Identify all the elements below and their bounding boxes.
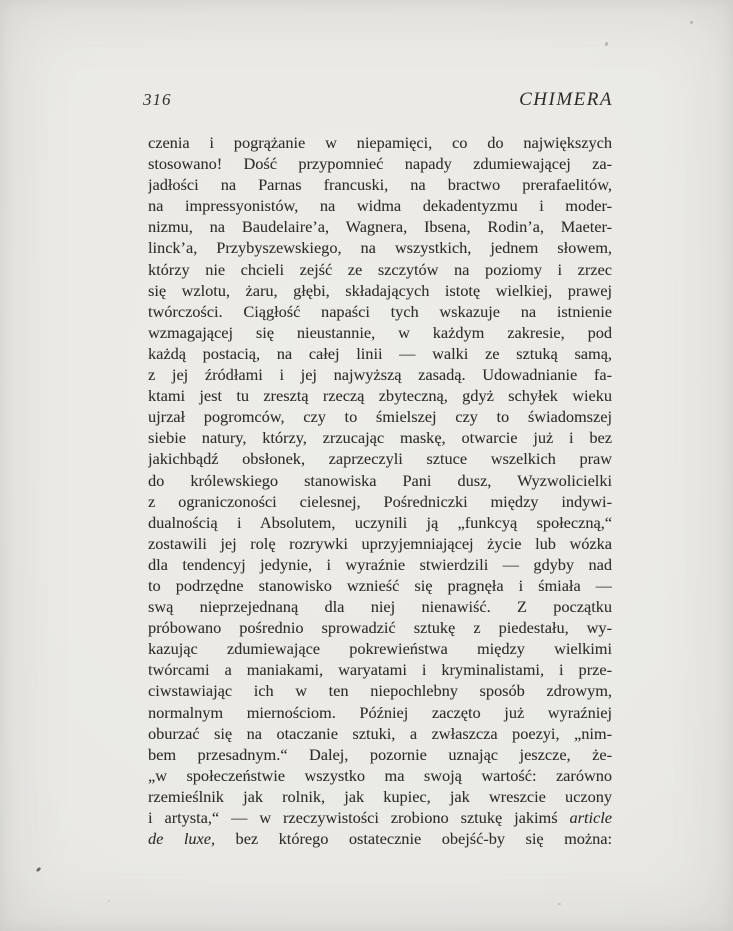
- text-line: dualnością i Absolutem, uczynili ją „funkcyą społeczną,“: [148, 512, 612, 532]
- text-line: swą nieprzejednaną dla niej nienawiść. Z początku: [148, 597, 612, 617]
- text-line: i artysta,“ — w rzeczywistości zrobiono sztukę jakimś article: [148, 808, 612, 827]
- text-line: de luxe, bez którego ostatecznie obejść-by się można:: [148, 829, 612, 849]
- text-line: twórcami a maniakami, waryatami i kryminalistami, i prze-: [148, 660, 612, 680]
- text-line: siebie natury, którzy, zrzucając maskę, otwarcie już i bez: [148, 428, 612, 448]
- text-line: jadłości na Parnas francuski, na bractwo prerafaelitów,: [148, 175, 612, 195]
- scan-speck: [558, 903, 561, 905]
- text-line: twórczości. Ciągłość napaści tych wskazuje na istnienie: [148, 301, 612, 321]
- text-line: do królewskiego stanowiska Pani dusz, Wyzwolicielki: [148, 470, 612, 490]
- text-line: zostawili jej rolę rozrywki uprzyjemniającej życie lub wózka: [148, 533, 612, 553]
- text-line: ciwstawiając ich w ten niepochlebny sposób zdrowym,: [148, 681, 612, 701]
- text-line: każdą postacią, na całej linii — walki ze sztuką samą,: [148, 343, 612, 363]
- text-line: to podrzędne stanowisko wznieść się pragnęła i śmiała —: [148, 575, 612, 595]
- text-line: bem przesadnym.“ Dalej, pozornie uznając jeszcze, że-: [148, 744, 612, 764]
- scan-speck: [36, 867, 42, 872]
- text-line: dla tendencyj jedynie, i wyraźnie stwierdzili — gdyby nad: [148, 554, 612, 574]
- scan-speck: [108, 900, 110, 902]
- text-line: ujrzał pogromców, czy to śmielszej czy to świadomszej: [148, 407, 612, 427]
- text-line: normalnym miernościom. Później zaczęto już wyraźniej: [148, 702, 612, 722]
- text-line: się wzlotu, żaru, głębi, składających istotę wielkiej, prawej: [148, 280, 612, 300]
- text-line: z jej źródłami i jej najwyższą zasadą. Udowadnianie fa-: [148, 365, 612, 385]
- text-line: linck’a, Przybyszewskiego, na wszystkich, jednem słowem,: [148, 238, 612, 258]
- text-line: wzmagającej się nieustannie, w każdym zakresie, pod: [148, 322, 612, 342]
- scan-speck: [690, 21, 693, 24]
- text-line: którzy nie chcieli zejść ze szczytów na poziomy i zrzec: [148, 259, 612, 279]
- page-number: 316: [143, 90, 172, 109]
- text-line: czenia i pogrążanie w niepamięci, co do największych: [148, 133, 612, 152]
- text-line: jakichbądź obsłonek, zaprzeczyli sztuce wszelkich praw: [148, 449, 612, 469]
- running-header: [143, 89, 613, 111]
- text-line: stosowano! Dość przypomnieć napady zdumiewającej za-: [148, 154, 612, 174]
- journal-title: CHIMERA: [519, 89, 613, 110]
- text-line: próbowano pośrednio sprowadzić sztukę z piedestału, wy-: [148, 618, 612, 638]
- text-line: ktami jest tu zresztą rzeczą zbyteczną, gdyż schyłek wieku: [148, 386, 612, 406]
- text-line: rzemieślnik jak rolnik, jak kupiec, jak wreszcie uczony: [148, 786, 612, 806]
- text-line: kazując zdumiewające pokrewieństwa między wielkimi: [148, 639, 612, 659]
- text-line: „w społeczeństwie wszystko ma swoją wartość: zarówno: [148, 765, 612, 785]
- text-line: oburzać się na otaczanie sztuki, a zwłaszcza poezyi, „nim-: [148, 723, 612, 743]
- body-text: [148, 132, 612, 849]
- scan-speck: [604, 42, 608, 47]
- text-line: z ograniczoności cielesnej, Pośredniczki między indywi-: [148, 491, 612, 511]
- text-line: na impressyonistów, na widma dekadentyzmu i moder-: [148, 196, 612, 216]
- text-line: nizmu, na Baudelaire’a, Wagnera, Ibsena, Rodin’a, Maeter-: [148, 217, 612, 237]
